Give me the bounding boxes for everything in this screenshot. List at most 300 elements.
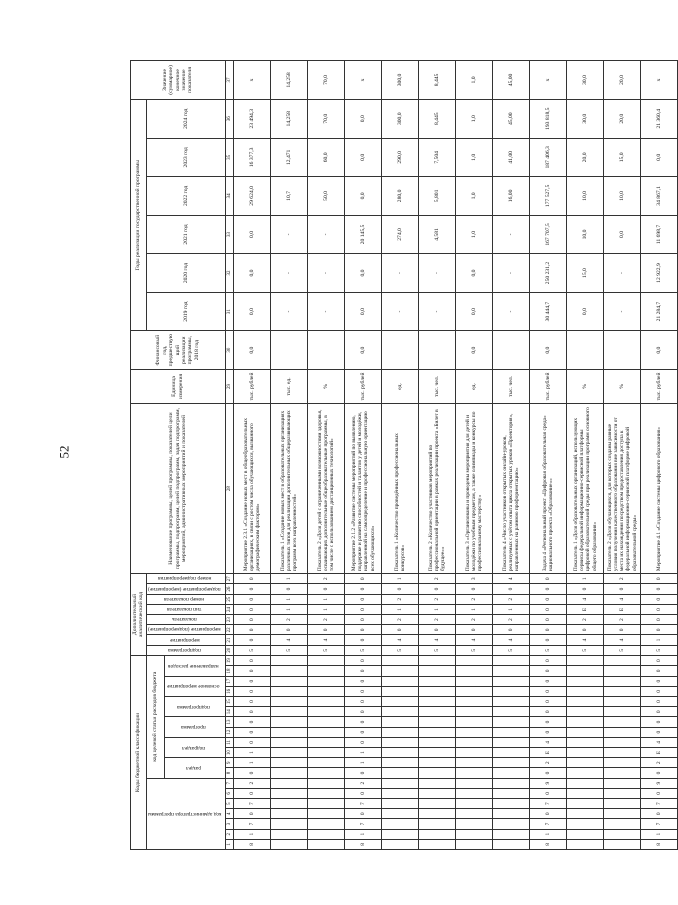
index-cell: 24 bbox=[225, 604, 234, 614]
code-cell bbox=[419, 666, 456, 676]
row-base-value: 0,0 bbox=[234, 331, 271, 370]
row-unit: тыс. чел. bbox=[493, 369, 530, 403]
code-cell: 1 bbox=[271, 594, 308, 604]
code-cell: 0 bbox=[234, 809, 271, 819]
code-cell bbox=[567, 655, 604, 665]
index-cell: 32 bbox=[225, 254, 234, 293]
code-cell: 5 bbox=[641, 645, 678, 655]
year-header-2: 2021 год bbox=[146, 215, 225, 254]
row-name: Показатель 2 «Количество участников мероприятий по профессиональной ориентации в рамках реализации проекта «Билет в будущее»» bbox=[419, 403, 456, 573]
code-cell: 4 bbox=[271, 635, 308, 645]
index-cell: 26 bbox=[225, 584, 234, 594]
index-cell: 37 bbox=[225, 61, 234, 100]
index-cell: 1 bbox=[225, 839, 234, 849]
code-cell: 0 bbox=[530, 696, 567, 706]
code-cell: 5 bbox=[308, 645, 345, 655]
row-year-value: 5,801 bbox=[419, 177, 456, 216]
code-cell: 7 bbox=[530, 798, 567, 808]
code-cell bbox=[604, 747, 641, 757]
code-cell: 0 bbox=[641, 686, 678, 696]
code-cell bbox=[382, 737, 419, 747]
code-cell: 0 bbox=[641, 809, 678, 819]
table-row bbox=[493, 61, 530, 850]
code-cell: 8 bbox=[641, 839, 678, 849]
code-cell: 0 bbox=[641, 676, 678, 686]
row-year-value: - bbox=[308, 254, 345, 293]
code-cell: 5 bbox=[234, 645, 271, 655]
code-cell bbox=[271, 696, 308, 706]
code-cell bbox=[271, 737, 308, 747]
row-final-value: 8,445 bbox=[419, 61, 456, 100]
index-cell: 12 bbox=[225, 727, 234, 737]
row-year-value: 16 377,3 bbox=[234, 138, 271, 177]
code-cell: 2 bbox=[456, 615, 493, 625]
code-cell: 0 bbox=[234, 686, 271, 696]
row-year-value: 0,0 bbox=[456, 254, 493, 293]
code-cell: 0 bbox=[345, 768, 382, 778]
row-unit: % bbox=[567, 369, 604, 403]
code-cell: Е bbox=[567, 604, 604, 614]
code-cell bbox=[271, 747, 308, 757]
row-year-value: 167 707,5 bbox=[530, 215, 567, 254]
row-year-value: 0,0 bbox=[567, 292, 604, 331]
code-cell: 0 bbox=[308, 584, 345, 594]
code-cell bbox=[308, 686, 345, 696]
code-cell bbox=[271, 655, 308, 665]
table-canvas bbox=[130, 60, 663, 850]
code-cell: 2 bbox=[567, 615, 604, 625]
code-cell bbox=[271, 758, 308, 768]
row-year-value: - bbox=[271, 292, 308, 331]
code-cell bbox=[456, 788, 493, 798]
index-cell: 19 bbox=[225, 655, 234, 665]
row-name: Показатель 4 «Число участников открытых онлайн-уроков, реализуемых с учётом опыта цикла открытых уроков «Проектория», направленных на раннюю профориентацию» bbox=[493, 403, 530, 573]
code-cell: 4 bbox=[604, 635, 641, 645]
code-cell bbox=[271, 676, 308, 686]
code-cell: 2 bbox=[419, 574, 456, 584]
code-cell: 1 bbox=[641, 635, 678, 645]
row-year-value: 177 527,5 bbox=[530, 177, 567, 216]
code-cell: 0 bbox=[345, 615, 382, 625]
code-cell: 2 bbox=[382, 594, 419, 604]
table-row bbox=[271, 61, 308, 850]
index-cell: 30 bbox=[225, 331, 234, 370]
code-cell bbox=[604, 798, 641, 808]
code-cell bbox=[308, 737, 345, 747]
row-year-value: 290,0 bbox=[382, 138, 419, 177]
code-cell: Е bbox=[530, 747, 567, 757]
code-cell: 1 bbox=[271, 574, 308, 584]
code-cell bbox=[567, 696, 604, 706]
code-cell bbox=[308, 839, 345, 849]
code-cell: 0 bbox=[641, 604, 678, 614]
row-year-value: 60,0 bbox=[308, 138, 345, 177]
code-cell: 0 bbox=[530, 717, 567, 727]
code-cell: 5 bbox=[567, 645, 604, 655]
code-cell bbox=[308, 707, 345, 717]
code-cell: Е bbox=[604, 604, 641, 614]
code-cell bbox=[271, 819, 308, 829]
row-final-value: 300,0 bbox=[382, 61, 419, 100]
code-h1: раздел bbox=[185, 764, 201, 771]
code-cell bbox=[271, 666, 308, 676]
code-cell bbox=[456, 707, 493, 717]
row-year-value: 20,0 bbox=[604, 99, 641, 138]
row-year-value: 16,00 bbox=[493, 177, 530, 216]
code-cell bbox=[382, 727, 419, 737]
code-cell: 1 bbox=[345, 747, 382, 757]
code-cell: 0 bbox=[345, 737, 382, 747]
code-cell: 0 bbox=[641, 625, 678, 635]
table-row bbox=[567, 61, 604, 850]
row-year-value: 30,0 bbox=[567, 99, 604, 138]
code-cell: 1 bbox=[234, 758, 271, 768]
code-cell: 0 bbox=[641, 707, 678, 717]
index-cell: 3 bbox=[225, 819, 234, 829]
code-cell bbox=[271, 829, 308, 839]
code-cell bbox=[567, 707, 604, 717]
index-cell: 17 bbox=[225, 676, 234, 686]
code-cell: 0 bbox=[530, 615, 567, 625]
row-name: Задача 4 «Региональный проект «Цифровая образовательная среда» национального проекта «Образование»» bbox=[530, 403, 567, 573]
row-final-value: 45,00 bbox=[493, 61, 530, 100]
table-row bbox=[456, 61, 493, 850]
code-cell: 0 bbox=[234, 788, 271, 798]
row-year-value: - bbox=[419, 292, 456, 331]
index-cell: 8 bbox=[225, 768, 234, 778]
code-cell bbox=[456, 717, 493, 727]
row-base-value bbox=[604, 331, 641, 370]
row-year-value: - bbox=[604, 254, 641, 293]
name-col-header: Наименование программы, целей программы, показателей цели программы, подпрограмм, целей подпрограмм, задач подпрограмм, мероприятий, административных мероприятий и показателей bbox=[131, 403, 226, 573]
code-cell bbox=[382, 768, 419, 778]
row-name: Мероприятие 2.3.1 «Создание новых мест в общеобразовательных организациях, в связи с ростом числа обучающихся, вызванного демографическим фактором» bbox=[234, 403, 271, 573]
code-cell bbox=[456, 778, 493, 788]
code-cell bbox=[567, 768, 604, 778]
code-cell: 2 bbox=[641, 758, 678, 768]
code-cell bbox=[456, 747, 493, 757]
row-year-value: - bbox=[419, 254, 456, 293]
code-cell bbox=[419, 778, 456, 788]
code-cell: 4 bbox=[419, 635, 456, 645]
row-year-value: 187 406,3 bbox=[530, 138, 567, 177]
code-cell bbox=[271, 788, 308, 798]
code-cell bbox=[308, 829, 345, 839]
code-cell: 5 bbox=[493, 645, 530, 655]
code-cell: 2 bbox=[530, 758, 567, 768]
code-cell bbox=[456, 768, 493, 778]
code-cell: 8 bbox=[345, 839, 382, 849]
code-cell: 0 bbox=[641, 574, 678, 584]
code-cell: 0 bbox=[308, 625, 345, 635]
row-year-value: 45,00 bbox=[493, 99, 530, 138]
row-year-value: 0,0 bbox=[345, 138, 382, 177]
code-cell: 5 bbox=[419, 645, 456, 655]
row-name: Мероприятие 4.1 «Создание системы цифрового образования» bbox=[641, 403, 678, 573]
row-name: Показатель 3 «Организованы и проведены мероприятия для детей и молодёжи по учебным предметам, а также олимпиады и конкурсы по профессиональному мастерству» bbox=[456, 403, 493, 573]
row-year-value: 15,0 bbox=[604, 138, 641, 177]
row-year-value: 300,0 bbox=[382, 99, 419, 138]
code-cell bbox=[604, 717, 641, 727]
code-cell bbox=[308, 798, 345, 808]
code-cell: 7 bbox=[641, 798, 678, 808]
code-cell: 0 bbox=[345, 666, 382, 676]
row-unit: тыс. рублей bbox=[641, 369, 678, 403]
code-cell: 7 bbox=[234, 819, 271, 829]
analytic-h7: номер подмероприятия bbox=[157, 575, 212, 582]
index-cell: 31 bbox=[225, 292, 234, 331]
code-cell: 0 bbox=[382, 584, 419, 594]
code-cell: 1 bbox=[308, 604, 345, 614]
row-unit: % bbox=[604, 369, 641, 403]
table-row bbox=[345, 61, 382, 850]
code-cell: 0 bbox=[234, 604, 271, 614]
analytic-h6: подмероприятие (мероприятие) bbox=[148, 585, 221, 592]
row-base-value bbox=[493, 331, 530, 370]
code-cell: 8 bbox=[530, 839, 567, 849]
row-unit: тыс. рублей bbox=[530, 369, 567, 403]
index-cell: 16 bbox=[225, 686, 234, 696]
index-cell: 28 bbox=[225, 403, 234, 573]
row-year-value: 20 145,5 bbox=[345, 215, 382, 254]
row-year-value: 23 494,3 bbox=[234, 99, 271, 138]
row-year-value: 21 284,7 bbox=[641, 292, 678, 331]
code-cell bbox=[271, 727, 308, 737]
final-col-header: Значение (суммарное) конечное значение показателя bbox=[131, 61, 226, 100]
row-year-value: 0,0 bbox=[345, 177, 382, 216]
row-name: Показатель 2 «Доля обучающихся, для которых созданы равные условия получения качественного образования вне зависимости от места их нахождения посредством предоставления доступа к федеральной информационно-сервисной платформе цифровой образовательной среды» bbox=[604, 403, 641, 573]
code-cell bbox=[493, 655, 530, 665]
analytic-h3: показатель bbox=[172, 616, 197, 623]
row-base-value bbox=[382, 331, 419, 370]
code-cell: 0 bbox=[234, 768, 271, 778]
code-cell: 2 bbox=[419, 615, 456, 625]
code-cell bbox=[456, 809, 493, 819]
code-cell: 4 bbox=[382, 635, 419, 645]
row-final-value: 20,0 bbox=[604, 61, 641, 100]
index-cell: 29 bbox=[225, 369, 234, 403]
code-cell bbox=[604, 737, 641, 747]
code-cell: 4 bbox=[604, 594, 641, 604]
code-cell bbox=[567, 666, 604, 676]
code-cell: 0 bbox=[345, 727, 382, 737]
code-cell bbox=[456, 676, 493, 686]
row-year-value: 15,0 bbox=[567, 254, 604, 293]
code-cell bbox=[382, 686, 419, 696]
code-cell bbox=[382, 747, 419, 757]
index-cell: 4 bbox=[225, 809, 234, 819]
code-cell: 0 bbox=[641, 788, 678, 798]
code-cell bbox=[419, 696, 456, 706]
code-cell bbox=[604, 707, 641, 717]
admin-codes-header bbox=[146, 778, 225, 849]
code-cell bbox=[493, 727, 530, 737]
row-final-value: х bbox=[234, 61, 271, 100]
index-cell: 7 bbox=[225, 778, 234, 788]
code-cell: 4 bbox=[493, 635, 530, 645]
code-cell bbox=[308, 747, 345, 757]
code-cell: 0 bbox=[271, 584, 308, 594]
code-cell: 5 bbox=[530, 645, 567, 655]
row-year-value: 1,0 bbox=[456, 177, 493, 216]
index-cell: 36 bbox=[225, 99, 234, 138]
code-cell bbox=[567, 737, 604, 747]
code-cell: 9 bbox=[641, 778, 678, 788]
code-cell bbox=[382, 696, 419, 706]
row-year-value: 14,258 bbox=[271, 99, 308, 138]
code-cell bbox=[567, 686, 604, 696]
row-year-value: - bbox=[493, 215, 530, 254]
code-h4: подпрограмма bbox=[176, 703, 210, 710]
code-cell bbox=[456, 758, 493, 768]
code-cell: 0 bbox=[530, 635, 567, 645]
row-year-value: 0,0 bbox=[345, 254, 382, 293]
row-final-value: 1,0 bbox=[456, 61, 493, 100]
code-cell: 7 bbox=[530, 819, 567, 829]
row-year-value: - bbox=[382, 254, 419, 293]
code-cell: 0 bbox=[530, 768, 567, 778]
code-cell: 0 bbox=[345, 655, 382, 665]
row-year-value: 41,00 bbox=[493, 138, 530, 177]
code-cell bbox=[456, 829, 493, 839]
code-cell: 0 bbox=[530, 574, 567, 584]
index-cell: 21 bbox=[225, 635, 234, 645]
table-row bbox=[382, 61, 419, 850]
code-cell bbox=[271, 717, 308, 727]
code-cell: 0 bbox=[234, 696, 271, 706]
code-cell: 0 bbox=[530, 809, 567, 819]
code-cell: 1 bbox=[456, 604, 493, 614]
code-cell: 0 bbox=[345, 696, 382, 706]
code-cell bbox=[567, 676, 604, 686]
code-cell bbox=[419, 829, 456, 839]
code-cell: 1 bbox=[419, 604, 456, 614]
code-cell bbox=[604, 839, 641, 849]
year-header-3: 2022 год bbox=[146, 177, 225, 216]
code-cell bbox=[308, 696, 345, 706]
code-cell: 0 bbox=[345, 809, 382, 819]
row-year-value: 250 231,2 bbox=[530, 254, 567, 293]
row-unit: ед. bbox=[382, 369, 419, 403]
code-cell: 0 bbox=[345, 717, 382, 727]
code-cell: 0 bbox=[234, 574, 271, 584]
code-cell bbox=[567, 819, 604, 829]
row-year-value: 0,0 bbox=[604, 215, 641, 254]
code-cell bbox=[604, 655, 641, 665]
code-cell: 0 bbox=[345, 604, 382, 614]
code-cell: 2 bbox=[604, 574, 641, 584]
code-cell bbox=[456, 655, 493, 665]
row-year-value: 1,0 bbox=[456, 99, 493, 138]
year-header-0: 2019 год bbox=[146, 292, 225, 331]
code-cell bbox=[604, 819, 641, 829]
code-cell: 4 bbox=[493, 574, 530, 584]
code-cell bbox=[456, 696, 493, 706]
row-name: Показатель 1 «Доля образовательных организаций, использующих сервисы федеральной информационно-сервисной платформы цифровой образовательной среды при реализации программ основного общего образования» bbox=[567, 403, 604, 573]
code-cell bbox=[493, 707, 530, 717]
code-cell: 0 bbox=[641, 717, 678, 727]
analytic-h5: номер показателя bbox=[164, 595, 205, 602]
row-year-value: 21 360,4 bbox=[641, 99, 678, 138]
code-cell: 5 bbox=[604, 645, 641, 655]
rotated-page bbox=[130, 60, 663, 850]
row-unit: тыс. рублей bbox=[234, 369, 271, 403]
code-cell: 0 bbox=[530, 788, 567, 798]
code-cell bbox=[456, 727, 493, 737]
column-index-row bbox=[225, 61, 234, 850]
row-year-value: 50,0 bbox=[308, 177, 345, 216]
code-cell bbox=[604, 676, 641, 686]
code-cell: 0 bbox=[530, 707, 567, 717]
code-cell bbox=[604, 768, 641, 778]
code-cell: 1 bbox=[641, 829, 678, 839]
code-cell: 1 bbox=[308, 594, 345, 604]
code-cell bbox=[308, 778, 345, 788]
code-cell: 0 bbox=[345, 625, 382, 635]
code-cell: 0 bbox=[234, 717, 271, 727]
code-cell bbox=[493, 717, 530, 727]
index-cell: 13 bbox=[225, 717, 234, 727]
code-cell: 0 bbox=[234, 625, 271, 635]
code-cell: 0 bbox=[382, 625, 419, 635]
code-cell: 0 bbox=[641, 594, 678, 604]
code-cell bbox=[308, 768, 345, 778]
code-cell bbox=[604, 829, 641, 839]
code-cell: 2 bbox=[308, 574, 345, 584]
code-cell bbox=[308, 676, 345, 686]
code-cell bbox=[308, 666, 345, 676]
code-cell bbox=[419, 839, 456, 849]
index-cell: 14 bbox=[225, 707, 234, 717]
code-cell bbox=[419, 676, 456, 686]
row-year-value: 4,581 bbox=[419, 215, 456, 254]
code-cell bbox=[382, 819, 419, 829]
table-body bbox=[234, 61, 678, 850]
index-cell: 15 bbox=[225, 696, 234, 706]
code-cell bbox=[271, 686, 308, 696]
code-cell bbox=[493, 809, 530, 819]
row-year-value: 10,7 bbox=[271, 177, 308, 216]
code-cell: 0 bbox=[234, 615, 271, 625]
code-cell bbox=[567, 839, 604, 849]
code-cell bbox=[419, 686, 456, 696]
code-cell: 2 bbox=[345, 778, 382, 788]
row-year-value: 34 867,1 bbox=[641, 177, 678, 216]
code-cell: 0 bbox=[271, 625, 308, 635]
code-h5: основное мероприятие bbox=[167, 683, 220, 690]
code-cell bbox=[604, 758, 641, 768]
code-cell: 4 bbox=[567, 635, 604, 645]
analytic-h4: тип показателя bbox=[167, 606, 202, 613]
index-cell: 11 bbox=[225, 737, 234, 747]
code-cell: 0 bbox=[345, 707, 382, 717]
code-cell bbox=[493, 839, 530, 849]
code-cell bbox=[419, 737, 456, 747]
code-cell: 1 bbox=[530, 829, 567, 839]
code-cell bbox=[567, 798, 604, 808]
code-cell bbox=[493, 819, 530, 829]
code-cell: 0 bbox=[234, 666, 271, 676]
index-cell: 27 bbox=[225, 574, 234, 584]
code-cell: 0 bbox=[345, 686, 382, 696]
code-cell: 7 bbox=[641, 819, 678, 829]
code-cell bbox=[382, 798, 419, 808]
index-cell: 35 bbox=[225, 138, 234, 177]
row-name: Показатель 2 «Доля детей с ограниченными возможностями здоровья, осваивающих дополнительные общеобразовательные программы, в том числе с использованием дистанционных технологий» bbox=[308, 403, 345, 573]
code-cell: 5 bbox=[382, 645, 419, 655]
code-cell: 0 bbox=[530, 604, 567, 614]
code-cell bbox=[567, 747, 604, 757]
